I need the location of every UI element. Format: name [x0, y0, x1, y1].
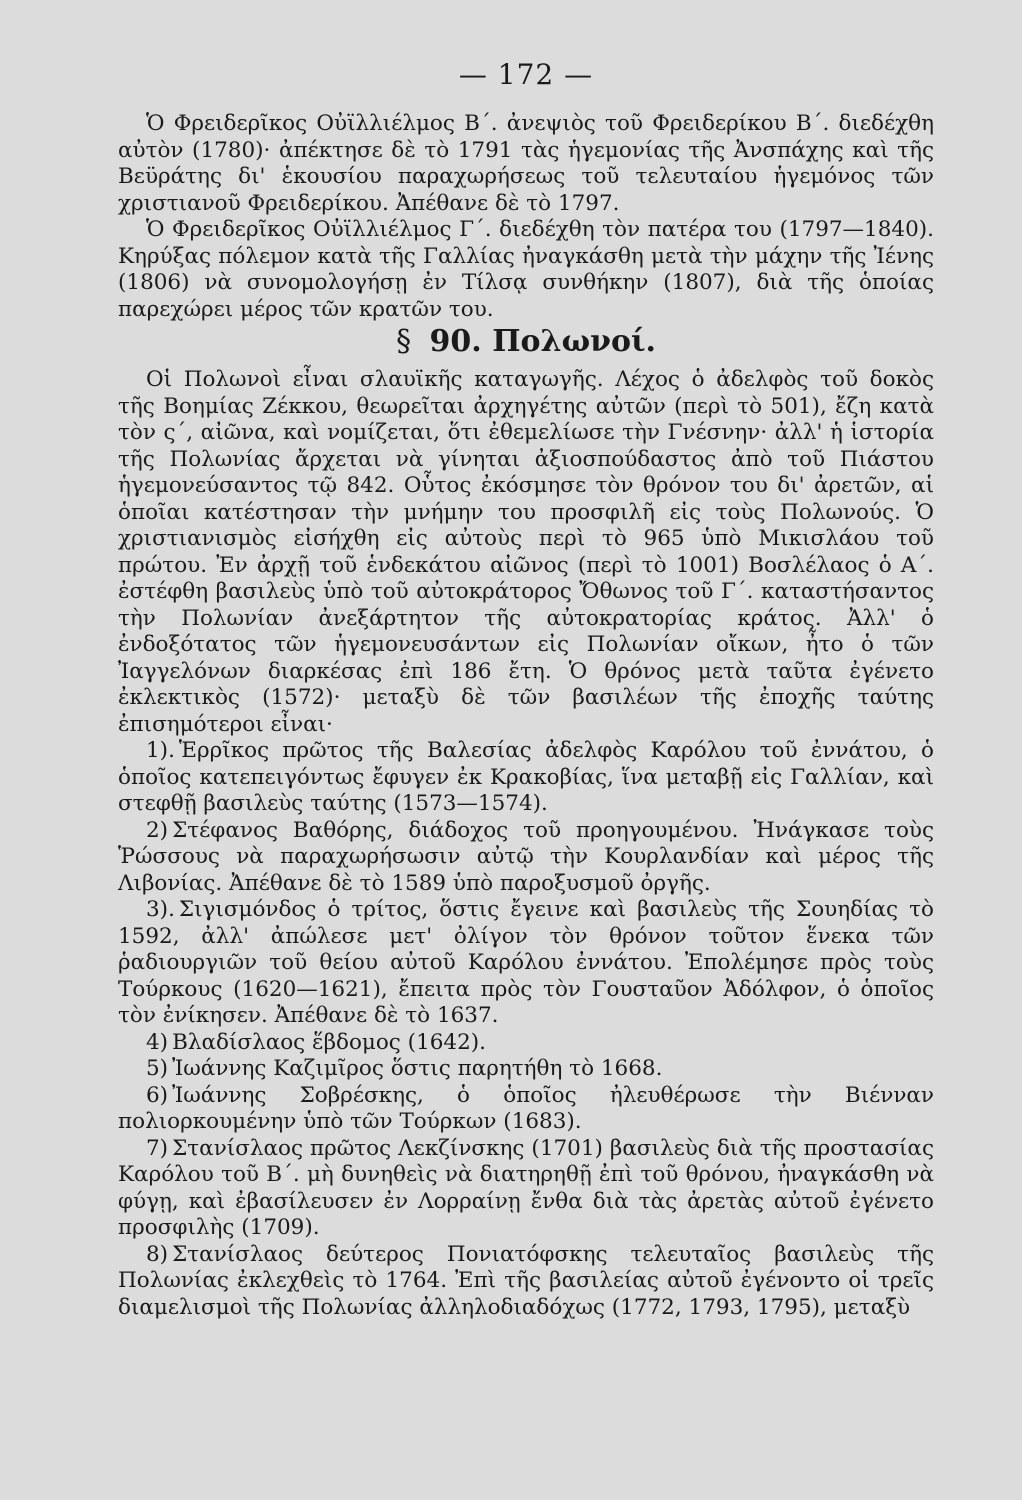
list-item-number: 5): [146, 1056, 169, 1081]
section-title: Πολωνοί.: [492, 324, 656, 359]
list-item: [118, 1030, 934, 1057]
list-item: [118, 1242, 934, 1322]
section-number: 90.: [429, 324, 482, 359]
list-item-number: 7): [146, 1135, 169, 1161]
kings-list: [118, 738, 934, 1321]
list-item-text: Στανίσλαος πρῶτος Λεκζίνσκης (1701) βασιλεὺς διὰ τῆς προστασίας Καρόλου τοῦ Β΄. μὴ δυνηθεὶς νὰ διατηρηθῇ ἐπὶ τοῦ θρόνου, ἠναγκάσθη νὰ φύγῃ, καὶ ἐβασίλευσεν ἐν Λορραίνῃ ἔνθα διὰ τὰς ἀρετὰς αὐτοῦ ἐγένετο προσφιλὴς (1709).: [118, 1135, 934, 1240]
list-item: [118, 738, 934, 818]
list-item: [118, 1056, 934, 1083]
paragraph-poles: Οἱ Πολωνοὶ εἶναι σλαυϊκῆς καταγωγῆς. Λέχος ὁ ἀδελφὸς τοῦ δοκὸς τῆς Βοημίας Ζέκκου, θεωρεῖται ἀρχηγέτης αὐτῶν (περὶ τὸ 501), ἔζη κατὰ τὸν ς΄, αἰῶνα, καὶ νομίζεται, ὅτι ἐθεμελίωσε τὴν Γνέσνην· ἀλλ' ἡ ἱστορία τῆς Πολωνίας ἄρχεται νὰ γίνηται ἀξιοσπούδαστος ἀπὸ τοῦ Πιάστου ἡγεμονεύσαντος τῷ 842. Οὗτος ἐκόσμησε τὸν θρόνον του δι' ἀρετῶν, αἱ ὁποῖαι κατέστησαν τὴν μνήμην του προσφιλῆ εἰς τοὺς Πολωνούς. Ὁ χριστιανισμὸς εἰσήχθη εἰς αὐτοὺς περὶ τὸ 965 ὑπὸ Μικισλάου τοῦ πρώτου. Ἐν ἀρχῇ τοῦ ἑνδεκάτου αἰῶνος (περὶ τὸ 1001) Βοσλέλαος ὁ Α΄. ἐστέφθη βασιλεὺς ὑπὸ τοῦ αὐτοκράτορος Ὄθωνος τοῦ Γ΄. καταστήσαντος τὴν Πολωνίαν ἀνεξάρτητον τῆς αὐτοκρατορίας κράτος. Ἀλλ' ὁ ἐνδοξότατος τῶν ἡγεμονευσάντων εἰς Πολωνίαν οἴκων, ἦτο ὁ τῶν Ἰαγγελόνων διαρκέσας ἐπὶ 186 ἔτη. Ὁ θρόνος μετὰ ταῦτα ἐγένετο ἐκλεκτικὸς (1572)· μεταξὺ δὲ τῶν βασιλέων τῆς ἐποχῆς ταύτης ἐπισημότεροι εἶναι·: [118, 367, 934, 737]
list-item-text: Ἑρρῖκος πρῶτος τῆς Βαλεσίας ἀδελφὸς Καρόλου τοῦ ἐννάτου, ὁ ὁποῖος κατεπειγόντως ἔφυγεν ἐκ Κρακοβίας, ἵνα μεταβῇ εἰς Γαλλίαν, καὶ στεφθῇ βασιλεὺς ταύτης (1573—1574).: [118, 738, 934, 816]
list-item-text: Βλαδίσλαος ἕβδομος (1642).: [172, 1029, 487, 1055]
list-item-number: 1).: [146, 738, 175, 763]
list-item-text: Στανίσλαος δεύτερος Πονιατόφσκης τελευταῖος βασιλεὺς τῆς Πολωνίας ἐκλεχθεὶς τὸ 1764. Ἐπὶ τῆς βασιλείας αὐτοῦ ἐγένοντο οἱ τρεῖς διαμελισμοὶ τῆς Πολωνίας ἀλληλοδιαδόχως (1772, 1793, 1795), μεταξὺ: [118, 1241, 934, 1320]
list-item: [118, 818, 934, 898]
list-item: [118, 1083, 934, 1136]
list-item-text: Σιγισμόνδος ὁ τρίτος, ὅστις ἔγεινε καὶ βασιλεὺς τῆς Σουηδίας τὸ 1592, ἀλλ' ἀπώλεσε μετ' ὀλίγον τὸν θρόνον τοῦτον ἕνεκα τῶν ῥαδιουργιῶν τοῦ θείου αὐτοῦ Καρόλου ἐννάτου. Ἐπολέμησε πρὸς τοὺς Τούρκους (1620—1621), ἔπειτα πρὸς τὸν Γουσταῦον Ἀδόλφον, ὁ ὁποῖος τὸν ἐνίκησεν. Ἀπέθανε δὲ τὸ 1637.: [118, 897, 934, 1028]
section-heading: [118, 325, 934, 359]
list-item-text: Ἰωάννης Καζιμῖρος ὅστις παρητήθη τὸ 1668.: [172, 1056, 663, 1081]
page-number: — 172 —: [458, 58, 594, 91]
list-item-number: 3).: [146, 897, 175, 922]
text-block: [118, 111, 934, 1321]
list-item: [118, 1136, 934, 1242]
list-item-number: 2): [146, 817, 169, 843]
list-item-number: 4): [146, 1029, 169, 1055]
list-item-number: 8): [146, 1241, 169, 1267]
list-item-text: Στέφανος Βαθόρης, διάδοχος τοῦ προηγουμένου. Ἠνάγκασε τοὺς Ῥώσσους νὰ παραχωρήσωσιν αὐτῷ τὴν Κουρλανδίαν καὶ μέρος τῆς Λιβονίας. Ἀπέθανε δὲ τὸ 1589 ὑπὸ παροξυσμοῦ ὀργῆς.: [118, 817, 934, 896]
paragraph-wilhelm-3: Ὁ Φρειδερῖκος Οὐϊλλιέλμος Γ΄. διεδέχθη τὸν πατέρα του (1797—1840). Κηρύξας πόλεμον κατὰ τῆς Γαλλίας ἠναγκάσθη μετὰ τὴν μάχην τῆς Ἰένης (1806) νὰ συνομολογήσῃ ἐν Τίλσᾳ συνθήκην (1807), διὰ τῆς ὁποίας παρεχώρει μέρος τῶν κρατῶν του.: [118, 217, 934, 322]
section-symbol: §: [396, 324, 412, 359]
list-item: [118, 897, 934, 1030]
list-item-number: 6): [146, 1082, 169, 1108]
list-item-text: Ἰωάννης Σοβρέσκης, ὁ ὁποῖος ἠλευθέρωσε τὴν Βιένναν πολιορκουμένην ὑπὸ τῶν Τούρκων (1683).: [118, 1082, 934, 1134]
paragraph-wilhelm-2: Ὁ Φρειδερῖκος Οὐϊλλιέλμος Β΄. ἀνεψιὸς τοῦ Φρειδερίκου Β΄. διεδέχθη αὐτὸν (1780)· ἀπέκτησε δὲ τὸ 1791 τὰς ἡγεμονίας τῆς Ἀνσπάχης καὶ τῆς Βεϋράτης δι' ἑκουσίου παραχωρήσεως τοῦ τελευταίου ἡγεμόνος τῶν χριστιανοῦ Φρειδερίκου. Ἀπέθανε δὲ τὸ 1797.: [118, 111, 934, 216]
